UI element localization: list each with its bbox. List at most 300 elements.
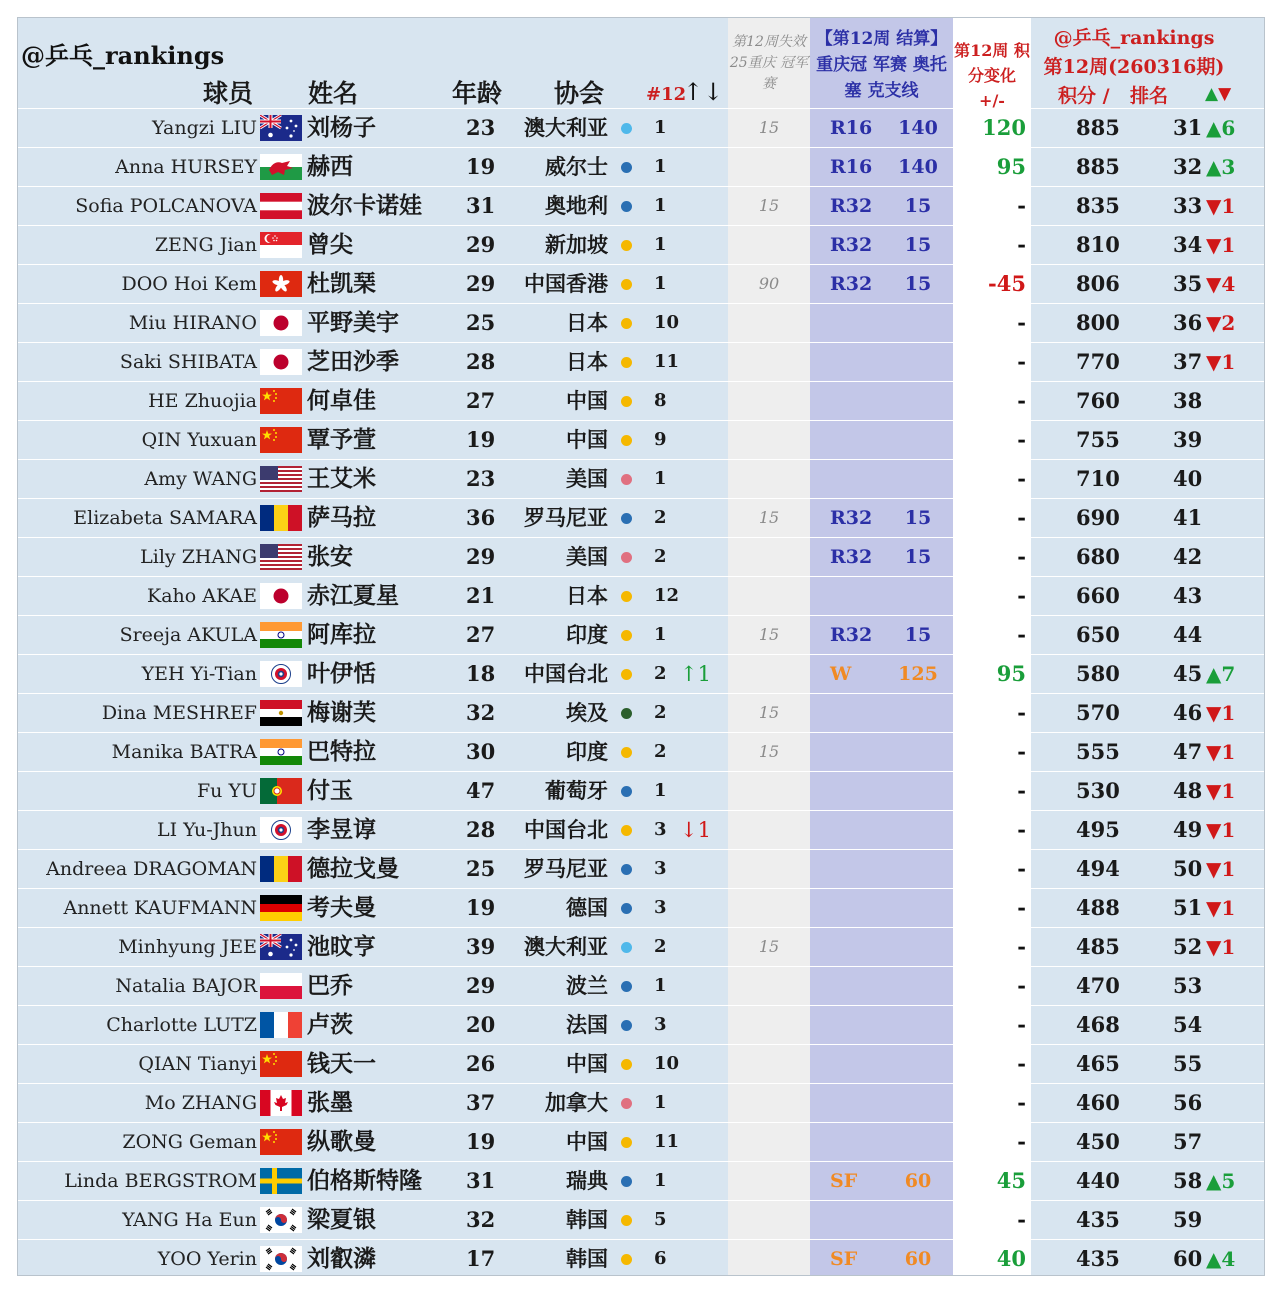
player-chinese-name: 钱天一 — [307, 1050, 376, 1077]
flag-cn-icon — [260, 1051, 302, 1077]
player-chinese-name: 覃予萱 — [307, 426, 376, 453]
total-points: 530 — [1076, 778, 1120, 803]
header-move-arrows: ↑↓ — [683, 78, 724, 106]
association-dot-icon — [621, 1215, 632, 1226]
player-association: 罗马尼亚 — [524, 505, 608, 530]
points-change: - — [1017, 1012, 1026, 1037]
flag-au-icon — [260, 115, 302, 141]
week12-rank: 10 — [654, 312, 680, 333]
rank-trend: ▼1 — [1206, 194, 1236, 218]
rank-trend: ▼1 — [1206, 701, 1236, 725]
association-dot-icon — [621, 552, 632, 563]
association-dot-icon — [621, 474, 632, 485]
association-dot-icon — [621, 513, 632, 524]
header-trend — [1205, 84, 1231, 104]
week12-rank: 10 — [654, 1053, 680, 1074]
association-dot-icon — [621, 318, 632, 329]
association-dot-icon — [621, 279, 632, 290]
player-age: 26 — [466, 1051, 496, 1076]
world-rank: 51 — [1173, 895, 1203, 920]
flag-ro-icon — [260, 856, 302, 882]
world-rank: 59 — [1173, 1207, 1203, 1232]
week12-rank: 1 — [654, 195, 667, 216]
table-row — [18, 888, 1264, 927]
total-points: 465 — [1076, 1051, 1120, 1076]
player-chinese-name: 赤江夏星 — [307, 582, 399, 609]
player-chinese-name: 付玉 — [307, 777, 353, 804]
flag-at-icon — [260, 193, 302, 219]
header-week: 第12周(260316期) — [1043, 56, 1225, 78]
settle-points: 15 — [904, 273, 932, 295]
table-row — [18, 303, 1264, 342]
player-age: 30 — [466, 739, 496, 764]
points-change: - — [1017, 622, 1026, 647]
player-english-name: Charlotte LUTZ — [106, 1014, 257, 1036]
table-row — [18, 1122, 1264, 1161]
flag-de-icon — [260, 895, 302, 921]
settle-round: R32 — [830, 546, 873, 568]
association-dot-icon — [621, 201, 632, 212]
player-association: 中国 — [566, 1129, 608, 1154]
player-english-name: Natalia BAJOR — [115, 975, 257, 997]
player-association: 法国 — [566, 1012, 608, 1037]
player-english-name: Dina MESHREF — [101, 702, 257, 724]
week12-rank: 1 — [654, 273, 667, 294]
world-rank: 53 — [1173, 973, 1203, 998]
week12-rank: 11 — [654, 351, 680, 372]
player-english-name: Manika BATRA — [111, 741, 257, 763]
world-rank: 39 — [1173, 427, 1203, 452]
world-rank: 35 — [1173, 271, 1203, 296]
table-row — [18, 1005, 1264, 1044]
week12-rank: 3 — [654, 1014, 667, 1035]
table-row — [18, 927, 1264, 966]
lost-points: 15 — [758, 625, 780, 644]
points-change: 45 — [996, 1168, 1026, 1193]
week12-rank: 3 — [654, 858, 667, 879]
rank-trend: ▼1 — [1206, 779, 1236, 803]
total-points: 468 — [1076, 1012, 1120, 1037]
player-association: 澳大利亚 — [524, 934, 608, 959]
table-row — [18, 147, 1264, 186]
week12-rank: 1 — [654, 1092, 667, 1113]
week12-rank: 3 — [654, 819, 667, 840]
player-english-name: Saki SHIBATA — [119, 351, 257, 373]
player-english-name: Amy WANG — [144, 468, 257, 490]
table-row — [18, 849, 1264, 888]
player-association: 日本 — [566, 310, 608, 335]
player-english-name: ZONG Geman — [122, 1131, 257, 1153]
player-rows — [18, 108, 1264, 1278]
world-rank: 31 — [1173, 115, 1203, 140]
total-points: 710 — [1076, 466, 1120, 491]
table-row — [18, 1083, 1264, 1122]
player-age: 28 — [466, 349, 496, 374]
player-age: 37 — [466, 1090, 496, 1115]
player-association: 中国台北 — [524, 817, 608, 842]
lost-points: 15 — [758, 937, 780, 956]
rank-trend: ▼1 — [1206, 233, 1236, 257]
player-english-name: DOO Hoi Kem — [121, 273, 257, 295]
flag-kr-icon — [260, 1246, 302, 1272]
player-chinese-name: 德拉戈曼 — [307, 855, 399, 882]
flag-jp-icon — [260, 349, 302, 375]
week12-rank: 2 — [654, 546, 667, 567]
rank-trend: ▼1 — [1206, 857, 1236, 881]
player-association: 韩国 — [566, 1246, 608, 1271]
header-brand: @乒乓_rankings — [1053, 27, 1215, 49]
table-row — [18, 771, 1264, 810]
table-row — [18, 264, 1264, 303]
rank-trend: ▲6 — [1206, 116, 1236, 140]
flag-jp-icon — [260, 310, 302, 336]
settle-points: 15 — [904, 507, 932, 529]
association-dot-icon — [621, 747, 632, 758]
player-chinese-name: 王艾米 — [307, 465, 376, 492]
settle-points: 60 — [904, 1170, 932, 1192]
world-rank: 34 — [1173, 232, 1203, 257]
points-change: - — [1017, 1129, 1026, 1154]
week12-rank: 2 — [654, 663, 667, 684]
table-row — [18, 576, 1264, 615]
settle-round: R32 — [830, 195, 873, 217]
world-rank: 38 — [1173, 388, 1203, 413]
settle-round: SF — [830, 1248, 858, 1270]
settle-points: 140 — [898, 117, 938, 139]
week12-rank: 3 — [654, 897, 667, 918]
week12-rank: 6 — [654, 1248, 667, 1269]
player-english-name: YEH Yi-Tian — [141, 663, 257, 685]
header-week12-rank: #12 — [646, 84, 687, 105]
table-row — [18, 1200, 1264, 1239]
total-points: 660 — [1076, 583, 1120, 608]
player-association: 中国香港 — [524, 271, 608, 296]
rank-trend: ▼1 — [1206, 818, 1236, 842]
flag-ca-icon — [260, 1090, 302, 1116]
table-row — [18, 537, 1264, 576]
up-arrow-icon: ▲ — [1205, 84, 1219, 104]
settle-points: 60 — [904, 1248, 932, 1270]
points-change: - — [1017, 973, 1026, 998]
points-change: - — [1017, 388, 1026, 413]
player-chinese-name: 巴乔 — [307, 972, 353, 999]
week12-rank: 1 — [654, 468, 667, 489]
association-dot-icon — [621, 1098, 632, 1109]
total-points: 435 — [1076, 1246, 1120, 1271]
player-english-name: Elizabeta SAMARA — [73, 507, 257, 529]
points-change: 120 — [982, 115, 1026, 140]
flag-jp-icon — [260, 583, 302, 609]
total-points: 495 — [1076, 817, 1120, 842]
settle-round: W — [830, 663, 852, 685]
settle-points: 15 — [904, 234, 932, 256]
world-rank: 37 — [1173, 349, 1203, 374]
player-association: 美国 — [566, 544, 608, 569]
settle-round: R32 — [830, 234, 873, 256]
rank-trend: ▲4 — [1206, 1247, 1236, 1271]
week12-rank: 5 — [654, 1209, 667, 1230]
player-english-name: YOO Yerin — [157, 1248, 257, 1270]
table-row — [18, 615, 1264, 654]
total-points: 760 — [1076, 388, 1120, 413]
table-row — [18, 693, 1264, 732]
association-dot-icon — [621, 435, 632, 446]
association-dot-icon — [621, 1059, 632, 1070]
player-association: 德国 — [566, 895, 608, 920]
rank-trend: ▼1 — [1206, 896, 1236, 920]
header-player: 球员 — [203, 79, 254, 108]
player-age: 27 — [466, 622, 496, 647]
total-points: 470 — [1076, 973, 1120, 998]
player-english-name: Andreea DRAGOMAN — [46, 858, 257, 880]
week12-rank: 1 — [654, 975, 667, 996]
week12-rank: 2 — [654, 936, 667, 957]
settle-points: 125 — [898, 663, 938, 685]
player-chinese-name: 杜凯琹 — [307, 270, 376, 297]
player-age: 17 — [466, 1246, 496, 1271]
rank-trend: ▼1 — [1206, 740, 1236, 764]
association-dot-icon — [621, 357, 632, 368]
player-english-name: Mo ZHANG — [144, 1092, 257, 1114]
player-english-name: Minhyung JEE — [118, 936, 257, 958]
table-row — [18, 459, 1264, 498]
week12-rank: 1 — [654, 234, 667, 255]
settle-round: R16 — [830, 117, 873, 139]
association-dot-icon — [621, 1254, 632, 1265]
table-row — [18, 1239, 1264, 1278]
player-chinese-name: 赫西 — [307, 153, 353, 180]
flag-cn-icon — [260, 1129, 302, 1155]
flag-pt-icon — [260, 778, 302, 804]
table-row — [18, 225, 1264, 264]
total-points: 770 — [1076, 349, 1120, 374]
total-points: 440 — [1076, 1168, 1120, 1193]
points-change: - — [1017, 778, 1026, 803]
table-row — [18, 654, 1264, 693]
table-row — [18, 732, 1264, 771]
player-chinese-name: 何卓佳 — [307, 387, 376, 414]
table-row — [18, 1044, 1264, 1083]
player-chinese-name: 阿库拉 — [307, 621, 376, 648]
association-dot-icon — [621, 669, 632, 680]
total-points: 460 — [1076, 1090, 1120, 1115]
association-dot-icon — [621, 903, 632, 914]
settle-points: 140 — [898, 156, 938, 178]
week12-rank: 8 — [654, 390, 667, 411]
world-rank: 42 — [1173, 544, 1203, 569]
lost-points: 15 — [758, 118, 780, 137]
points-change: - — [1017, 544, 1026, 569]
player-chinese-name: 平野美宇 — [307, 309, 399, 336]
player-association: 中国 — [566, 1051, 608, 1076]
association-dot-icon — [621, 786, 632, 797]
association-dot-icon — [621, 162, 632, 173]
player-age: 28 — [466, 817, 496, 842]
association-dot-icon — [621, 1020, 632, 1031]
total-points: 800 — [1076, 310, 1120, 335]
week12-rank: 11 — [654, 1131, 680, 1152]
flag-in-icon — [260, 739, 302, 765]
flag-se-icon — [260, 1168, 302, 1194]
points-change: - — [1017, 349, 1026, 374]
world-rank: 54 — [1173, 1012, 1203, 1037]
total-points: 555 — [1076, 739, 1120, 764]
player-age: 19 — [466, 895, 496, 920]
week12-rank: 12 — [654, 585, 680, 606]
player-chinese-name: 考夫曼 — [307, 894, 376, 921]
player-association: 印度 — [566, 622, 608, 647]
player-chinese-name: 刘叡潾 — [307, 1245, 376, 1272]
total-points: 488 — [1076, 895, 1120, 920]
points-change: - — [1017, 505, 1026, 530]
flag-kr-icon — [260, 1207, 302, 1233]
settle-round: R32 — [830, 273, 873, 295]
player-association: 威尔士 — [545, 154, 608, 179]
header-settlement: 【第12周 结算】 重庆冠 军赛 奥托塞 克支线 — [815, 29, 948, 101]
association-dot-icon — [621, 981, 632, 992]
association-dot-icon — [621, 825, 632, 836]
world-rank: 32 — [1173, 154, 1203, 179]
player-english-name: Kaho AKAE — [147, 585, 257, 607]
world-rank: 47 — [1173, 739, 1203, 764]
association-dot-icon — [621, 1176, 632, 1187]
player-age: 31 — [466, 193, 496, 218]
flag-cn-icon — [260, 427, 302, 453]
header-rank: 排名 — [1130, 85, 1169, 107]
week12-rank: 2 — [654, 741, 667, 762]
total-points: 435 — [1076, 1207, 1120, 1232]
week12-rank: 1 — [654, 624, 667, 645]
world-rank: 57 — [1173, 1129, 1203, 1154]
world-rank: 46 — [1173, 700, 1203, 725]
flag-us-icon — [260, 544, 302, 570]
rank-move: ↑1 — [680, 662, 711, 686]
player-english-name: HE Zhuojia — [148, 390, 257, 412]
lost-points: 15 — [758, 508, 780, 527]
player-chinese-name: 萨马拉 — [307, 504, 376, 531]
world-rank: 55 — [1173, 1051, 1203, 1076]
player-english-name: YANG Ha Eun — [122, 1209, 257, 1231]
player-chinese-name: 张安 — [307, 543, 353, 570]
settle-round: R32 — [830, 507, 873, 529]
world-rank: 44 — [1173, 622, 1203, 647]
player-age: 39 — [466, 934, 496, 959]
settle-points: 15 — [904, 624, 932, 646]
table-row — [18, 966, 1264, 1005]
player-age: 25 — [466, 856, 496, 881]
flag-au-icon — [260, 934, 302, 960]
week12-rank: 9 — [654, 429, 667, 450]
player-chinese-name: 张墨 — [307, 1089, 353, 1116]
player-english-name: Yangzi LIU — [151, 117, 257, 139]
points-change: - — [1017, 739, 1026, 764]
table-row — [18, 498, 1264, 537]
total-points: 494 — [1076, 856, 1120, 881]
points-change: - — [1017, 1051, 1026, 1076]
player-english-name: LI Yu-Jhun — [156, 819, 257, 841]
points-change: - — [1017, 310, 1026, 335]
week12-rank: 1 — [654, 1170, 667, 1191]
player-association: 埃及 — [566, 700, 608, 725]
player-association: 澳大利亚 — [524, 115, 608, 140]
world-rank: 45 — [1173, 661, 1203, 686]
world-rank: 52 — [1173, 934, 1203, 959]
total-points: 580 — [1076, 661, 1120, 686]
total-points: 570 — [1076, 700, 1120, 725]
points-change: - — [1017, 817, 1026, 842]
week12-rank: 2 — [654, 702, 667, 723]
table-row — [18, 420, 1264, 459]
rank-trend: ▲5 — [1206, 1169, 1236, 1193]
player-chinese-name: 李昱谆 — [307, 816, 376, 843]
points-change: 40 — [996, 1246, 1026, 1271]
world-rank: 33 — [1173, 193, 1203, 218]
association-dot-icon — [621, 240, 632, 251]
points-change: - — [1017, 1207, 1026, 1232]
player-age: 19 — [466, 1129, 496, 1154]
points-change: - — [1017, 232, 1026, 257]
week12-rank: 1 — [654, 117, 667, 138]
player-age: 19 — [466, 154, 496, 179]
player-association: 罗马尼亚 — [524, 856, 608, 881]
rankings-table — [17, 17, 1265, 1276]
total-points: 690 — [1076, 505, 1120, 530]
points-change: - — [1017, 895, 1026, 920]
total-points: 680 — [1076, 544, 1120, 569]
total-points: 810 — [1076, 232, 1120, 257]
player-english-name: Miu HIRANO — [128, 312, 257, 334]
player-association: 奥地利 — [545, 193, 608, 218]
association-dot-icon — [621, 864, 632, 875]
player-english-name: Lily ZHANG — [140, 546, 257, 568]
player-age: 47 — [466, 778, 496, 803]
points-change: - — [1017, 466, 1026, 491]
points-change: - — [1017, 583, 1026, 608]
flag-hk-icon — [260, 271, 302, 297]
player-age: 27 — [466, 388, 496, 413]
flag-ro-icon — [260, 505, 302, 531]
player-chinese-name: 刘杨子 — [307, 114, 376, 141]
world-rank: 36 — [1173, 310, 1203, 335]
rank-trend: ▼1 — [1206, 350, 1236, 374]
settle-points: 15 — [904, 195, 932, 217]
player-chinese-name: 波尔卡诺娃 — [307, 192, 422, 219]
player-association: 韩国 — [566, 1207, 608, 1232]
header-name: 姓名 — [308, 79, 359, 108]
player-age: 29 — [466, 271, 496, 296]
player-english-name: Fu YU — [196, 780, 257, 802]
rank-trend: ▼2 — [1206, 311, 1236, 335]
flag-pl-icon — [260, 973, 302, 999]
player-age: 23 — [466, 466, 496, 491]
world-rank: 48 — [1173, 778, 1203, 803]
lost-points: 15 — [758, 703, 780, 722]
player-association: 日本 — [566, 583, 608, 608]
player-english-name: QIN Yuxuan — [141, 429, 257, 451]
player-chinese-name: 曾尖 — [307, 231, 353, 258]
player-english-name: Annett KAUFMANN — [63, 897, 257, 919]
player-age: 21 — [466, 583, 496, 608]
points-change: - — [1017, 934, 1026, 959]
total-points: 485 — [1076, 934, 1120, 959]
settle-round: SF — [830, 1170, 858, 1192]
lost-points: 90 — [758, 274, 780, 293]
player-english-name: QIAN Tianyi — [138, 1053, 257, 1075]
down-arrow-icon: ▼ — [1218, 84, 1232, 104]
player-age: 36 — [466, 505, 496, 530]
association-dot-icon — [621, 942, 632, 953]
player-age: 20 — [466, 1012, 496, 1037]
